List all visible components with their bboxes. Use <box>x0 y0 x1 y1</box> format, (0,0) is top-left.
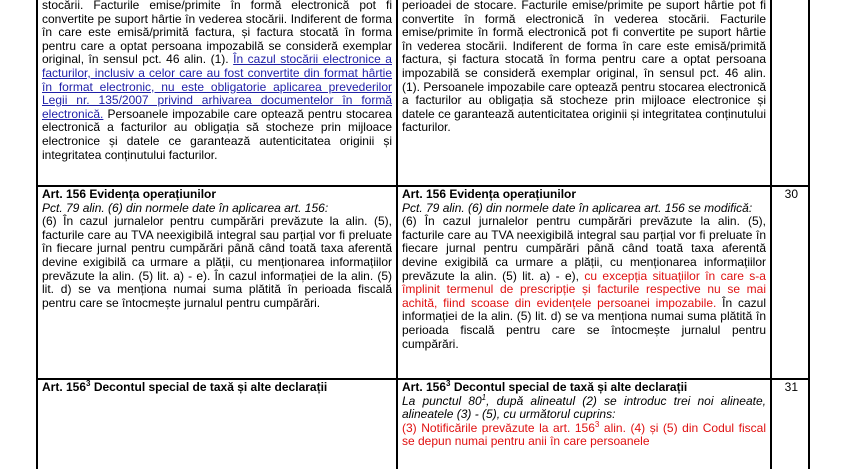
article-heading: Art. $156^3$ Decontul special de taxă și alte declarații <box>42 379 328 394</box>
article-body: (6) În cazul jurnalelor pentru cumpărări prevăzute la alin. (5), facturile care au TVA neexigibilă integral sau parțial vor fi preluate în fiecare jurnal pentru cumpărări până când toată taxa aferentă devine exigibilă ca urmare a plății, cu menționarea informațiilor prevăzute la alin. (5) lit. a) - e), <box>402 214 766 283</box>
row-number: 30 <box>771 186 809 379</box>
proposed-text-cell <box>397 186 771 379</box>
row-number <box>771 0 809 186</box>
proposed-text-cell <box>397 0 771 186</box>
current-text-cell <box>37 186 397 379</box>
proposed-text-cell <box>397 379 771 469</box>
row-number: 31 <box>771 379 809 469</box>
added-text-blue: În cazul stocării electronice a facturilor, inclusiv a celor care au fost convertite din format hârtie în format electronic, nu este obligatorie aplicarea prevederilor Legii nr. 135/2007 privind arhivarea documentelor în formă electronică. <box>42 52 392 121</box>
current-paragraph: stocării. Facturile emise/primite în formă electronică pot fi convertite pe suport hârtie în vederea stocării. Indiferent de forma în care este emisă/primită factura, și factura stocată în forma pentru care a optat persoana impozabilă se consideră exemplar original, în sensul pct. 46 alin. (1). <box>42 0 392 67</box>
table-row <box>37 0 809 186</box>
article-heading: Art. 156 Evidența operațiunilor <box>402 187 577 201</box>
current-text-cell <box>37 379 397 469</box>
article-intro: Pct. 79 alin. (6) din normele date în aplicarea art. 156: <box>42 200 329 215</box>
article-intro: La punctul $80^1$, după alineatul (2) se introduc trei noi alineate, alineatele (3) - (5), cu următorul cuprins: <box>402 392 766 422</box>
current-paragraph-end: Persoanele impozabile care optează pentru stocarea electronică a facturilor au obligația să stocheze prin mijloace electronice și datele ce garantează autenticitatea originii și integritatea conținutului facturilor. <box>42 106 392 162</box>
comparison-table <box>36 0 810 469</box>
article-body: (6) În cazul jurnalelor pentru cumpărări prevăzute la alin. (5), facturile care au TVA neexigibilă integral sau parțial vor fi preluate în fiecare jurnal pentru cumpărări până când toată taxa aferentă devine exigibilă ca urmare a plății, cu menționarea informațiilor prevăzute la alin. (5) lit. a) - e). În cazul informației de la alin. (5) lit. d) se va menționa numai suma plătită în perioada fiscală pentru care se întocmește jurnalul pentru cumpărări. <box>42 214 392 310</box>
article-intro: Pct. 79 alin. (6) din normele date în aplicarea art. 156 se modifică: <box>402 200 753 215</box>
proposed-paragraph: perioadei de stocare. Facturile emise/primite pe suport hârtie pot fi convertite în formă electronică în vederea stocării. Facturile emise/primite în formă electronică pot fi convertite pe suport hârtie în vederea stocării. Indiferent de forma în care este emisă/primită factura, și factura stocată în forma pentru care a optat persoana impozabilă se consideră exemplar original, în sensul pct. 46 alin. (1). Persoanele impozabile care optează pentru stocarea electronică a facturilor au obligația să stocheze prin mijloace electronice și datele ce garantează autenticitatea originii și integritatea conținutului facturilor. <box>402 0 766 135</box>
article-body-end: În cazul informației de la alin. (5) lit. d) se va menționa numai suma plătită în perioada fiscală pentru care se întocmește jurnalul pentru cumpărări. <box>402 295 766 351</box>
current-text-cell <box>37 0 397 186</box>
table-row <box>37 379 809 469</box>
table-row <box>37 186 809 379</box>
article-heading: Art. 156 Evidența operațiunilor <box>42 187 217 201</box>
amendment-text-red: (3) Notificările prevăzute la art. $156^3$ alin. (4) și (5) din Codul fiscal se depun numai pentru anii în care persoanele <box>402 419 766 449</box>
amendment-text-red: cu excepția situațiilor în care s-a împlinit termenul de prescripție și facturile respective nu se mai achită, fiind scoase din evidențele persoanei impozabile. <box>402 268 766 310</box>
article-heading: Art. $156^3$ Decontul special de taxă și alte declarații <box>402 379 688 394</box>
